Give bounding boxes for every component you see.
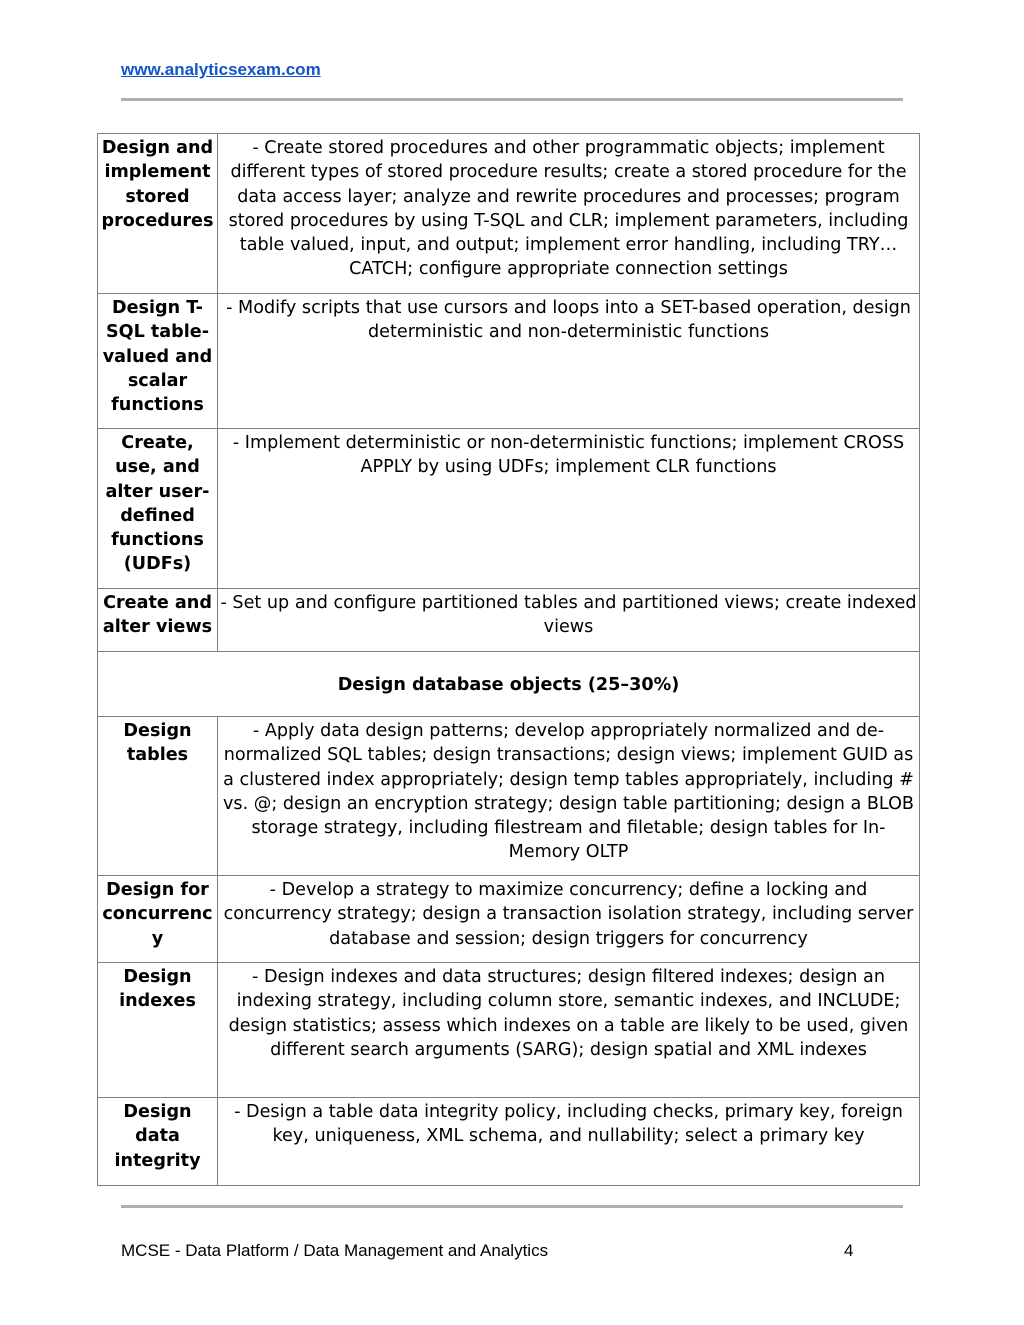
- footer-divider: [121, 1205, 903, 1208]
- topic-cell: Design data integrity: [98, 1098, 218, 1186]
- description-cell: - Set up and configure partitioned tables and partitioned views; create indexed views: [218, 589, 920, 652]
- table-row: [98, 589, 920, 652]
- table-row: [98, 1098, 920, 1186]
- footer-title: MCSE - Data Platform / Data Management and Analytics: [121, 1241, 549, 1260]
- table-row: [98, 717, 920, 876]
- description-cell: - Implement deterministic or non-deterministic functions; implement CROSS APPLY by using UDFs; implement CLR functions: [218, 429, 920, 589]
- topic-cell: Design for concurrency: [98, 876, 218, 963]
- description-cell: - Design a table data integrity policy, including checks, primary key, foreign key, uniqueness, XML schema, and nullability; select a primary key: [218, 1098, 920, 1186]
- topic-cell: Design and implement stored procedures: [98, 134, 218, 294]
- description-cell: - Design indexes and data structures; design filtered indexes; design an indexing strategy, including column store, semantic indexes, and INCLUDE; design statistics; assess which indexes on a table are likely to be used, given different search arguments (SARG); design spatial and XML indexes: [218, 963, 920, 1098]
- topic-cell: Design T-SQL table-valued and scalar functions: [98, 294, 218, 429]
- page-number: 4: [844, 1241, 854, 1260]
- table-row: [98, 429, 920, 589]
- topic-cell: Create and alter views: [98, 589, 218, 652]
- table-row: [98, 294, 920, 429]
- table-row: [98, 134, 920, 294]
- description-cell: - Apply data design patterns; develop appropriately normalized and de-normalized SQL tables; design transactions; design views; implement GUID as a clustered index appropriately; design temp tables appropriately, including # vs. @; design an encryption strategy; design table partitioning; design a BLOB storage strategy, including filestream and filetable; design tables for In-Memory OLTP: [218, 717, 920, 876]
- topic-cell: Design indexes: [98, 963, 218, 1098]
- topic-cell: Design tables: [98, 717, 218, 876]
- table-row: [98, 876, 920, 963]
- table-row: [98, 963, 920, 1098]
- description-cell: - Develop a strategy to maximize concurrency; define a locking and concurrency strategy; design a transaction isolation strategy, including server database and session; design triggers for concurrency: [218, 876, 920, 963]
- section-heading-row: [98, 652, 920, 717]
- header-website-link[interactable]: www.analyticsexam.com: [121, 60, 321, 79]
- exam-objectives-table: [97, 133, 920, 1186]
- description-cell: - Create stored procedures and other programmatic objects; implement different types of stored procedure results; create a stored procedure for the data access layer; analyze and rewrite procedures and processes; program stored procedures by using T-SQL and CLR; implement parameters, including table valued, input, and output; implement error handling, including TRY…CATCH; configure appropriate connection settings: [218, 134, 920, 294]
- section-heading: Design database objects (25–30%): [98, 652, 920, 717]
- topic-cell: Create, use, and alter user-defined functions (UDFs): [98, 429, 218, 589]
- header-divider: [121, 98, 903, 101]
- description-cell: - Modify scripts that use cursors and loops into a SET-based operation, design deterministic and non-deterministic functions: [218, 294, 920, 429]
